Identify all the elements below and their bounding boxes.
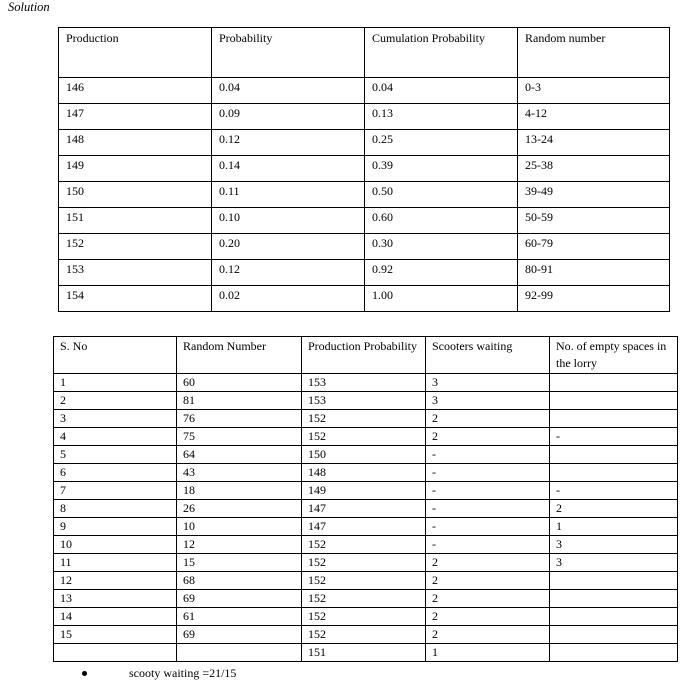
table-cell: 9 bbox=[54, 518, 177, 536]
table-cell: 149 bbox=[59, 156, 212, 182]
table-cell bbox=[54, 644, 177, 662]
table-cell: 152 bbox=[302, 626, 426, 644]
table-row bbox=[54, 410, 678, 428]
table-row bbox=[54, 572, 678, 590]
table-cell: 12 bbox=[177, 536, 302, 554]
simulation-table bbox=[53, 336, 678, 662]
table-cell: 153 bbox=[59, 260, 212, 286]
table-cell: 69 bbox=[177, 626, 302, 644]
table-cell: 148 bbox=[59, 130, 212, 156]
table-cell: - bbox=[550, 428, 678, 446]
table-cell: 14 bbox=[54, 608, 177, 626]
table-cell: 0.11 bbox=[212, 182, 365, 208]
table-cell: 3 bbox=[426, 374, 550, 392]
table-row bbox=[54, 626, 678, 644]
header-cell: Probability bbox=[212, 28, 365, 78]
table-cell: - bbox=[426, 500, 550, 518]
table-cell: 0.12 bbox=[212, 130, 365, 156]
table-cell: 151 bbox=[59, 208, 212, 234]
table-row bbox=[54, 500, 678, 518]
table-cell: 147 bbox=[302, 500, 426, 518]
note-text: scooty waiting =21/15 bbox=[129, 666, 237, 680]
table-cell: 13 bbox=[54, 590, 177, 608]
table-row bbox=[54, 536, 678, 554]
table-row bbox=[59, 104, 670, 130]
table-cell: 80-91 bbox=[518, 260, 670, 286]
table-row bbox=[59, 130, 670, 156]
table-row bbox=[59, 78, 670, 104]
table-row bbox=[54, 590, 678, 608]
table-cell bbox=[550, 410, 678, 428]
table-cell: 0.25 bbox=[365, 130, 518, 156]
table-cell: 0.10 bbox=[212, 208, 365, 234]
table-cell: 0.50 bbox=[365, 182, 518, 208]
table-cell: 147 bbox=[59, 104, 212, 130]
table-cell: 0.04 bbox=[212, 78, 365, 104]
table-cell: 18 bbox=[177, 482, 302, 500]
table-cell: 0.02 bbox=[212, 286, 365, 312]
table-cell: 152 bbox=[302, 554, 426, 572]
table-cell: 69 bbox=[177, 590, 302, 608]
table-cell: 2 bbox=[426, 572, 550, 590]
table-cell: 25-38 bbox=[518, 156, 670, 182]
table-cell bbox=[550, 626, 678, 644]
table-cell: 149 bbox=[302, 482, 426, 500]
table-cell: 0.60 bbox=[365, 208, 518, 234]
table-cell: 2 bbox=[426, 626, 550, 644]
table-cell: - bbox=[426, 482, 550, 500]
table-cell: 1.00 bbox=[365, 286, 518, 312]
table-cell: 1 bbox=[426, 644, 550, 662]
table-cell: 152 bbox=[302, 572, 426, 590]
table-cell: 0.14 bbox=[212, 156, 365, 182]
table-cell: 151 bbox=[302, 644, 426, 662]
table-cell: 147 bbox=[302, 518, 426, 536]
table-cell: 8 bbox=[54, 500, 177, 518]
table-cell: 0.04 bbox=[365, 78, 518, 104]
table-cell: 12 bbox=[54, 572, 177, 590]
table-cell: 152 bbox=[302, 410, 426, 428]
table-cell: 2 bbox=[426, 428, 550, 446]
table-cell: 68 bbox=[177, 572, 302, 590]
table-cell: 6 bbox=[54, 464, 177, 482]
table-cell: 3 bbox=[550, 536, 678, 554]
table-cell: 154 bbox=[59, 286, 212, 312]
result-note bbox=[82, 666, 236, 681]
table-cell bbox=[550, 590, 678, 608]
table-cell: 150 bbox=[302, 446, 426, 464]
table-cell: 4-12 bbox=[518, 104, 670, 130]
table-cell: 64 bbox=[177, 446, 302, 464]
solution-heading: Solution bbox=[8, 0, 50, 14]
table-cell: 81 bbox=[177, 392, 302, 410]
table-cell: 7 bbox=[54, 482, 177, 500]
table-row bbox=[54, 464, 678, 482]
header-cell: Random number bbox=[518, 28, 670, 78]
table-cell: - bbox=[426, 464, 550, 482]
table-row bbox=[59, 260, 670, 286]
table-cell: 43 bbox=[177, 464, 302, 482]
header-cell: Production Probability bbox=[302, 337, 426, 374]
table-cell: 2 bbox=[426, 554, 550, 572]
table-cell: 2 bbox=[426, 410, 550, 428]
table-cell: 60-79 bbox=[518, 234, 670, 260]
table-row bbox=[59, 286, 670, 312]
table-cell: 60 bbox=[177, 374, 302, 392]
table-cell: 15 bbox=[54, 626, 177, 644]
table-cell: 1 bbox=[550, 518, 678, 536]
table-cell bbox=[550, 374, 678, 392]
table-cell bbox=[550, 446, 678, 464]
table-row bbox=[54, 428, 678, 446]
table-cell: 2 bbox=[426, 608, 550, 626]
table-cell: 15 bbox=[177, 554, 302, 572]
bullet-icon bbox=[82, 671, 87, 676]
table-cell bbox=[177, 644, 302, 662]
table-row bbox=[59, 208, 670, 234]
table-cell: 0.39 bbox=[365, 156, 518, 182]
table-cell: 0-3 bbox=[518, 78, 670, 104]
table-row bbox=[59, 182, 670, 208]
table-cell bbox=[550, 392, 678, 410]
table-cell: - bbox=[426, 446, 550, 464]
table-cell bbox=[550, 572, 678, 590]
table-cell: 75 bbox=[177, 428, 302, 446]
table-row bbox=[59, 156, 670, 182]
table-cell: 0.30 bbox=[365, 234, 518, 260]
table-row bbox=[54, 518, 678, 536]
table-cell bbox=[550, 608, 678, 626]
header-cell: Random Number bbox=[177, 337, 302, 374]
table-row bbox=[54, 374, 678, 392]
table-cell: 150 bbox=[59, 182, 212, 208]
table-row bbox=[54, 644, 678, 662]
table-cell: 50-59 bbox=[518, 208, 670, 234]
table-cell: 2 bbox=[54, 392, 177, 410]
table-cell: 148 bbox=[302, 464, 426, 482]
table-cell: 0.92 bbox=[365, 260, 518, 286]
table-row bbox=[54, 482, 678, 500]
table-cell: 10 bbox=[177, 518, 302, 536]
table-cell: 0.09 bbox=[212, 104, 365, 130]
table-cell: 152 bbox=[302, 536, 426, 554]
table-cell: 92-99 bbox=[518, 286, 670, 312]
table-row bbox=[54, 608, 678, 626]
table-row bbox=[54, 554, 678, 572]
header-cell: Scooters waiting bbox=[426, 337, 550, 374]
table-cell bbox=[550, 464, 678, 482]
table-cell: 146 bbox=[59, 78, 212, 104]
table-row bbox=[54, 392, 678, 410]
table-cell: 4 bbox=[54, 428, 177, 446]
table-cell bbox=[550, 644, 678, 662]
table-cell: 153 bbox=[302, 374, 426, 392]
table-cell: 5 bbox=[54, 446, 177, 464]
table-cell: 39-49 bbox=[518, 182, 670, 208]
table-cell: 1 bbox=[54, 374, 177, 392]
table-cell: 152 bbox=[59, 234, 212, 260]
table-cell: - bbox=[426, 518, 550, 536]
table-cell: 0.12 bbox=[212, 260, 365, 286]
header-cell: No. of empty spaces in the lorry bbox=[550, 337, 678, 374]
table-cell: 0.13 bbox=[365, 104, 518, 130]
table-cell: 3 bbox=[54, 410, 177, 428]
production-probability-table bbox=[58, 27, 670, 312]
table-cell: 13-24 bbox=[518, 130, 670, 156]
table-cell: 3 bbox=[426, 392, 550, 410]
header-cell: S. No bbox=[54, 337, 177, 374]
table-cell: - bbox=[550, 482, 678, 500]
table-cell: 153 bbox=[302, 392, 426, 410]
table-cell: 0.20 bbox=[212, 234, 365, 260]
table-row bbox=[54, 446, 678, 464]
table-cell: 26 bbox=[177, 500, 302, 518]
table-cell: 2 bbox=[426, 590, 550, 608]
table-cell: - bbox=[426, 536, 550, 554]
table-cell: 3 bbox=[550, 554, 678, 572]
header-cell: Cumulation Probability bbox=[365, 28, 518, 78]
header-cell: Production bbox=[59, 28, 212, 78]
table-cell: 10 bbox=[54, 536, 177, 554]
table-row bbox=[59, 234, 670, 260]
table-cell: 152 bbox=[302, 590, 426, 608]
table-header-row bbox=[54, 337, 678, 374]
table-header-row bbox=[59, 28, 670, 78]
table-cell: 61 bbox=[177, 608, 302, 626]
table-cell: 2 bbox=[550, 500, 678, 518]
table-cell: 152 bbox=[302, 608, 426, 626]
table-cell: 11 bbox=[54, 554, 177, 572]
table-cell: 152 bbox=[302, 428, 426, 446]
table-cell: 76 bbox=[177, 410, 302, 428]
